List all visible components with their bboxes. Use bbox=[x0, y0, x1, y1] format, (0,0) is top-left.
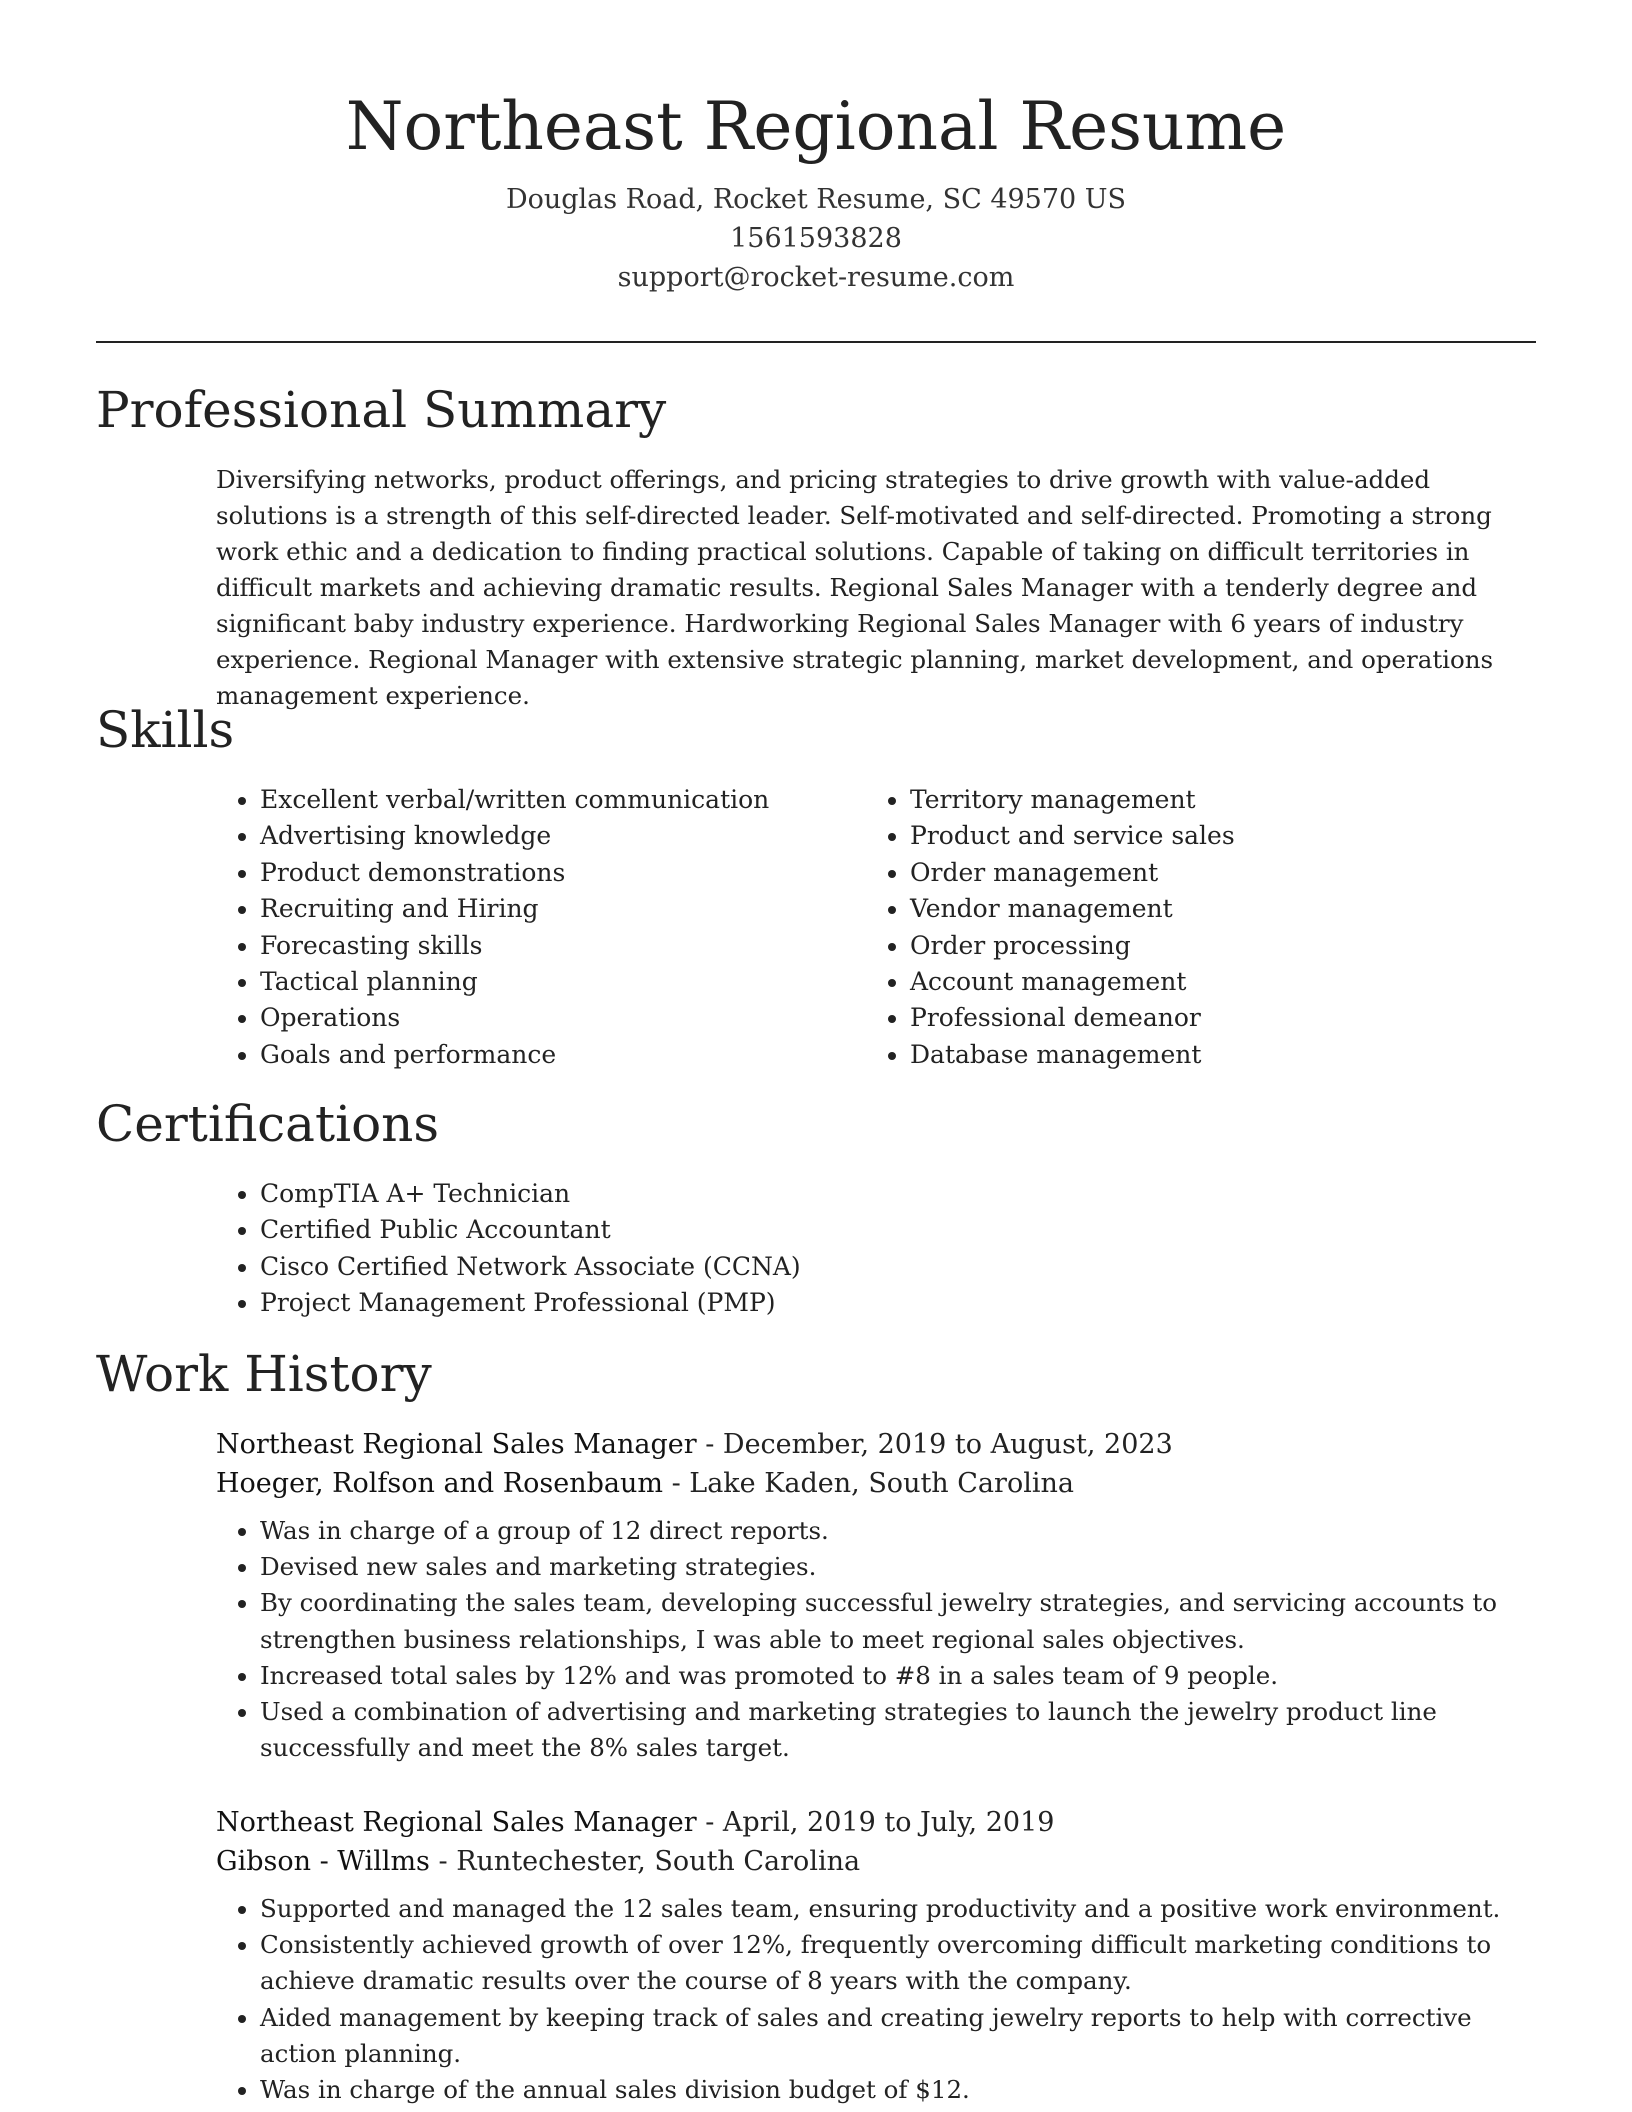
skill-item: • Territory management bbox=[910, 782, 1506, 818]
skill-item: • Recruiting and Hiring bbox=[260, 891, 836, 927]
skills-column-right bbox=[866, 782, 1506, 1073]
skill-item: • Vendor management bbox=[910, 891, 1506, 927]
job-title-line bbox=[216, 1803, 1536, 1842]
resume-header bbox=[0, 0, 1632, 297]
summary-heading: Professional Summary bbox=[96, 381, 667, 439]
certifications-heading: Certifications bbox=[96, 1095, 440, 1153]
skill-item: • Advertising knowledge bbox=[260, 818, 836, 854]
job-bullet: • Used a combination of advertising and marketing strategies to launch the jewelry product line successfully and meet the 8% sales target. bbox=[260, 1694, 1536, 1766]
email-address: support@rocket-resume.com bbox=[617, 262, 1015, 293]
job-company: Hoeger, Rolfson and Rosenbaum bbox=[216, 1468, 663, 1499]
skills-list-left bbox=[216, 782, 836, 1073]
job-bullet: • Increased total sales by 12% and was promoted to #8 in a sales team of 9 people. bbox=[260, 1658, 1536, 1694]
certification-item: • Project Management Professional (PMP) bbox=[260, 1285, 1416, 1321]
header-divider bbox=[96, 341, 1536, 343]
skill-item: • Goals and performance bbox=[260, 1037, 836, 1073]
job-location: Runtechester, South Carolina bbox=[456, 1846, 861, 1877]
skill-item: • Forecasting skills bbox=[260, 928, 836, 964]
skill-item: • Professional demeanor bbox=[910, 1000, 1506, 1036]
separator: - bbox=[662, 1468, 690, 1499]
certification-item: • CompTIA A+ Technician bbox=[260, 1176, 1416, 1212]
job-responsibilities bbox=[216, 1513, 1536, 1766]
job-title-line bbox=[216, 1425, 1536, 1464]
certification-item: • Cisco Certified Network Associate (CCNA) bbox=[260, 1249, 1416, 1285]
address: Douglas Road, Rocket Resume, SC 49570 US bbox=[505, 184, 1127, 215]
skill-item: • Database management bbox=[910, 1037, 1506, 1073]
job-bullet: • Supported and managed the 12 sales team, ensuring productivity and a positive work environment. bbox=[260, 1891, 1536, 1927]
job-bullet: • Was in charge of the annual sales division budget of $12. bbox=[260, 2072, 1536, 2108]
skill-item: • Operations bbox=[260, 1000, 836, 1036]
job-bullet: • By coordinating the sales team, developing successful jewelry strategies, and servicing accounts to strengthen business relationships, I was able to meet regional sales objectives. bbox=[260, 1585, 1536, 1657]
skill-item: • Account management bbox=[910, 964, 1506, 1000]
job-title: Northeast Regional Sales Manager bbox=[216, 1429, 697, 1460]
work-history-heading: Work History bbox=[96, 1345, 432, 1403]
separator: - bbox=[696, 1429, 723, 1460]
job-title: Northeast Regional Sales Manager bbox=[216, 1807, 697, 1838]
skill-item: • Product demonstrations bbox=[260, 855, 836, 891]
job-bullet-list bbox=[216, 1891, 1536, 2108]
skill-item: • Excellent verbal/written communication bbox=[260, 782, 836, 818]
skill-item: • Order management bbox=[910, 855, 1506, 891]
certifications-list bbox=[216, 1176, 1416, 1322]
skills-list-right bbox=[866, 782, 1506, 1073]
skill-item: • Product and service sales bbox=[910, 818, 1506, 854]
job-bullet: • Devised new sales and marketing strategies. bbox=[260, 1549, 1536, 1585]
job-dates: December, 2019 to August, 2023 bbox=[722, 1429, 1173, 1460]
certifications-block bbox=[216, 1176, 1416, 1322]
job-bullet: • Was in charge of a group of 12 direct reports. bbox=[260, 1513, 1536, 1549]
certification-item: • Certified Public Accountant bbox=[260, 1212, 1416, 1248]
job-entry bbox=[216, 1803, 1536, 2108]
job-company-line bbox=[216, 1842, 1536, 1881]
separator: - bbox=[696, 1807, 723, 1838]
skill-item: • Order processing bbox=[910, 928, 1506, 964]
phone-number: 1561593828 bbox=[730, 223, 902, 254]
job-company: Gibson - Willms bbox=[216, 1846, 430, 1877]
job-bullet-list bbox=[216, 1513, 1536, 1766]
skills-heading: Skills bbox=[96, 701, 235, 759]
separator: - bbox=[429, 1846, 457, 1877]
skill-item: • Tactical planning bbox=[260, 964, 836, 1000]
job-company-line bbox=[216, 1464, 1536, 1503]
job-bullet: • Aided management by keeping track of sales and creating jewelry reports to help with corrective action planning. bbox=[260, 2000, 1536, 2072]
contact-info bbox=[0, 180, 1632, 297]
skills-column-left bbox=[216, 782, 836, 1073]
job-bullet: • Consistently achieved growth of over 12%, frequently overcoming difficult marketing conditions to achieve dramatic results over the course of 8 years with the company. bbox=[260, 1927, 1536, 1999]
job-dates: April, 2019 to July, 2019 bbox=[722, 1807, 1055, 1838]
job-responsibilities bbox=[216, 1891, 1536, 2108]
job-location: Lake Kaden, South Carolina bbox=[689, 1468, 1074, 1499]
job-entry bbox=[216, 1425, 1536, 1766]
summary-text: Diversifying networks, product offerings, and pricing strategies to drive growth with value-added solutions is a strength of this self-directed leader. Self-motivated and self-directed. Promoting a strong work ethic and a dedication to finding practical solutions. Capable of taking on difficult territories in difficult markets and achieving dramatic results. Regional Sales Manager with a tenderly degree and significant baby industry experience. Hardworking Regional Sales Manager with 6 years of industry experience. Regional Manager with extensive strategic planning, market development, and operations management experience. bbox=[216, 465, 1494, 710]
resume-name: Northeast Regional Resume bbox=[345, 88, 1287, 165]
